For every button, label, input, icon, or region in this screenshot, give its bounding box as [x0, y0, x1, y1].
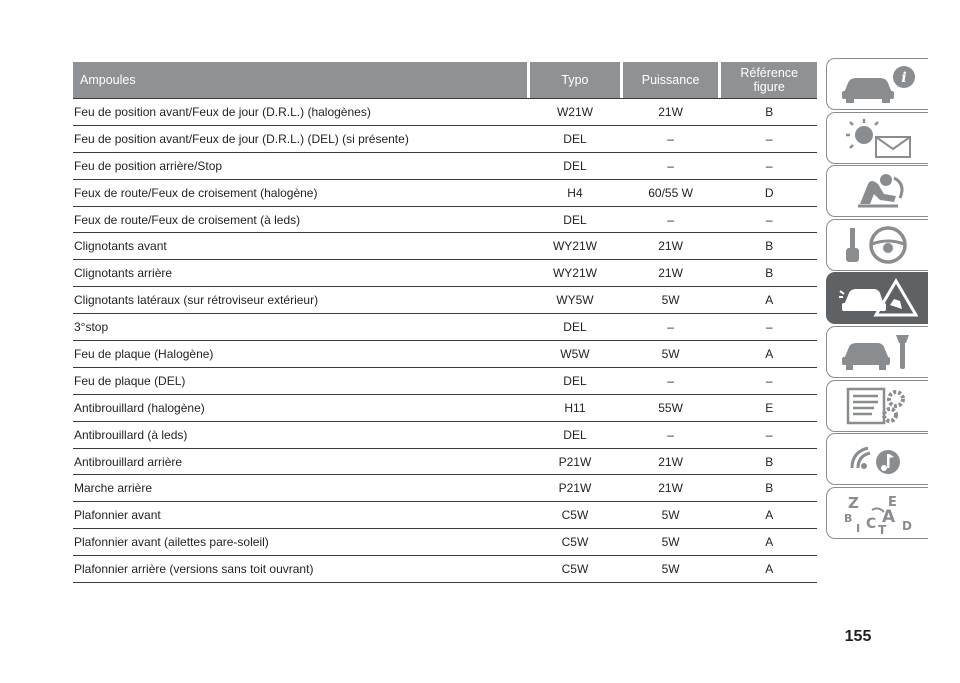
- cell-bulb: Marche arrière: [74, 481, 153, 496]
- tab-car-info[interactable]: [826, 58, 928, 110]
- cell-type: DEL: [563, 212, 587, 227]
- cell-power: 5W: [661, 346, 680, 361]
- header-label: Ampoules: [80, 73, 136, 87]
- cell-type: C5W: [561, 535, 589, 550]
- cell-power: –: [667, 131, 674, 146]
- tab-key-steering[interactable]: [826, 219, 928, 271]
- cell-power: 21W: [658, 481, 683, 496]
- cell-power: 5W: [661, 562, 680, 577]
- cell-bulb: Feu de plaque (Halogène): [74, 346, 214, 361]
- cell-bulb: Clignotants latéraux (sur rétroviseur extérieur): [74, 293, 319, 308]
- cell-bulb: 3°stop: [74, 320, 109, 335]
- car-maintenance-tools-icon: [838, 331, 918, 373]
- car-info-icon: [838, 63, 918, 105]
- bulbs-table: [73, 62, 817, 583]
- index-letter: B: [843, 511, 852, 525]
- warning-lights-message-icon: [838, 117, 918, 159]
- cell-type: H4: [567, 185, 583, 200]
- cell-type: WY21W: [552, 266, 597, 281]
- header-typo: [530, 62, 620, 98]
- header-label: Référence figure: [740, 66, 799, 94]
- table-row: [73, 341, 817, 368]
- table-row: [73, 449, 817, 476]
- seat-airbag-icon: [838, 170, 918, 212]
- cell-figure-ref: A: [765, 293, 774, 308]
- tab-warning-lights[interactable]: [826, 112, 928, 164]
- index-letter: C: [865, 515, 876, 532]
- key-steering-wheel-icon: [838, 224, 918, 266]
- cell-power: –: [667, 320, 674, 335]
- cell-figure-ref: –: [765, 212, 773, 227]
- table-header: [73, 62, 817, 98]
- cell-power: 21W: [658, 104, 683, 119]
- cell-type: W5W: [560, 346, 590, 361]
- cell-power: 55W: [658, 400, 683, 415]
- index-letter: Z: [847, 493, 859, 512]
- table-row: [73, 529, 817, 556]
- cell-bulb: Plafonnier avant (ailettes pare-soleil): [74, 535, 269, 550]
- cell-bulb: Antibrouillard arrière: [74, 454, 183, 469]
- technical-data-gears-icon: [838, 385, 918, 427]
- cell-figure-ref: E: [765, 400, 774, 415]
- cell-bulb: Plafonnier arrière (versions sans toit ouvrant): [74, 562, 314, 577]
- cell-power: –: [667, 427, 674, 442]
- cell-type: DEL: [563, 373, 587, 388]
- table-row: [73, 233, 817, 260]
- cell-type: WY5W: [556, 293, 594, 308]
- page-number: 155: [844, 628, 872, 645]
- table-row: [73, 556, 817, 583]
- tab-breakdown[interactable]: [826, 272, 928, 324]
- tab-index[interactable]: [826, 487, 928, 539]
- cell-type: P21W: [558, 481, 592, 496]
- cell-figure-ref: B: [765, 454, 774, 469]
- cell-power: 5W: [661, 293, 680, 308]
- cell-type: WY21W: [552, 239, 597, 254]
- index-letter: D: [901, 518, 912, 533]
- table-row: [73, 99, 817, 126]
- table-row: [73, 260, 817, 287]
- cell-power: –: [667, 212, 674, 227]
- cell-bulb: Feux de route/Feux de croisement (halogène): [74, 185, 318, 200]
- cell-figure-ref: A: [765, 508, 774, 523]
- cell-bulb: Clignotants avant: [74, 239, 167, 254]
- cell-type: C5W: [561, 508, 589, 523]
- index-letter: A: [881, 506, 895, 527]
- cell-bulb: Feu de plaque (DEL): [74, 373, 186, 388]
- table-row: [73, 287, 817, 314]
- cell-figure-ref: B: [765, 481, 774, 496]
- table-row: [73, 126, 817, 153]
- table-row: [73, 422, 817, 449]
- table-row: [73, 502, 817, 529]
- cell-bulb: Feu de position avant/Feux de jour (D.R.L.) (DEL) (si présente): [74, 131, 409, 146]
- cell-type: DEL: [563, 320, 587, 335]
- index-letter: I: [855, 521, 860, 534]
- cell-figure-ref: B: [765, 266, 774, 281]
- cell-figure-ref: –: [765, 320, 773, 335]
- cell-bulb: Antibrouillard (à leds): [74, 427, 188, 442]
- cell-type: H11: [564, 400, 586, 415]
- index-letter: T: [877, 522, 886, 534]
- table-row: [73, 207, 817, 234]
- alphabetical-index-icon: [838, 492, 918, 534]
- cell-figure-ref: A: [765, 346, 774, 361]
- tab-multimedia[interactable]: [826, 433, 928, 485]
- cell-power: 5W: [661, 508, 680, 523]
- cell-figure-ref: –: [765, 427, 773, 442]
- cell-type: C5W: [561, 562, 589, 577]
- cell-power: 21W: [658, 454, 683, 469]
- cell-figure-ref: B: [765, 239, 774, 254]
- cell-bulb: Feu de position avant/Feux de jour (D.R.L.) (halogènes): [74, 104, 371, 119]
- cell-type: DEL: [563, 427, 587, 442]
- table-row: [73, 153, 817, 180]
- cell-bulb: Antibrouillard (halogène): [74, 400, 205, 415]
- table-row: [73, 395, 817, 422]
- table-row: [73, 314, 817, 341]
- cell-bulb: Clignotants arrière: [74, 266, 173, 281]
- header-ampoules: [73, 62, 527, 98]
- cell-figure-ref: A: [765, 562, 774, 577]
- cell-figure-ref: –: [765, 373, 773, 388]
- table-body: [73, 98, 817, 583]
- multimedia-icon: [838, 438, 918, 480]
- cell-type: W21W: [556, 104, 593, 119]
- tab-maintenance[interactable]: [826, 326, 928, 378]
- cell-power: 21W: [658, 239, 683, 254]
- cell-type: DEL: [563, 158, 587, 173]
- cell-bulb: Plafonnier avant: [74, 508, 161, 523]
- cell-power: 5W: [661, 535, 680, 550]
- index-letter: E: [887, 494, 897, 510]
- cell-figure-ref: B: [765, 104, 774, 119]
- tab-seat-airbag[interactable]: [826, 165, 928, 217]
- svg-text:i: i: [900, 70, 907, 86]
- cell-figure-ref: A: [765, 535, 774, 550]
- cell-bulb: Feu de position arrière/Stop: [74, 158, 223, 173]
- cell-figure-ref: –: [765, 158, 773, 173]
- cell-power: 60/55 W: [648, 185, 693, 200]
- cell-figure-ref: D: [764, 185, 774, 200]
- table-row: [73, 180, 817, 207]
- cell-figure-ref: –: [765, 131, 773, 146]
- breakdown-warning-triangle-icon: [838, 277, 918, 319]
- chapter-sidebar: [826, 58, 928, 540]
- header-label: Puissance: [641, 73, 700, 87]
- cell-power: –: [667, 373, 674, 388]
- tab-technical-data[interactable]: [826, 380, 928, 432]
- cell-bulb: Feux de route/Feux de croisement (à leds): [74, 212, 301, 227]
- cell-type: DEL: [563, 131, 587, 146]
- header-puissance: [623, 62, 719, 98]
- table-row: [73, 475, 817, 502]
- cell-power: 21W: [658, 266, 683, 281]
- header-label: Typo: [561, 73, 589, 87]
- cell-type: P21W: [558, 454, 592, 469]
- cell-power: –: [667, 158, 674, 173]
- table-row: [73, 368, 817, 395]
- header-reference-figure: [721, 62, 817, 98]
